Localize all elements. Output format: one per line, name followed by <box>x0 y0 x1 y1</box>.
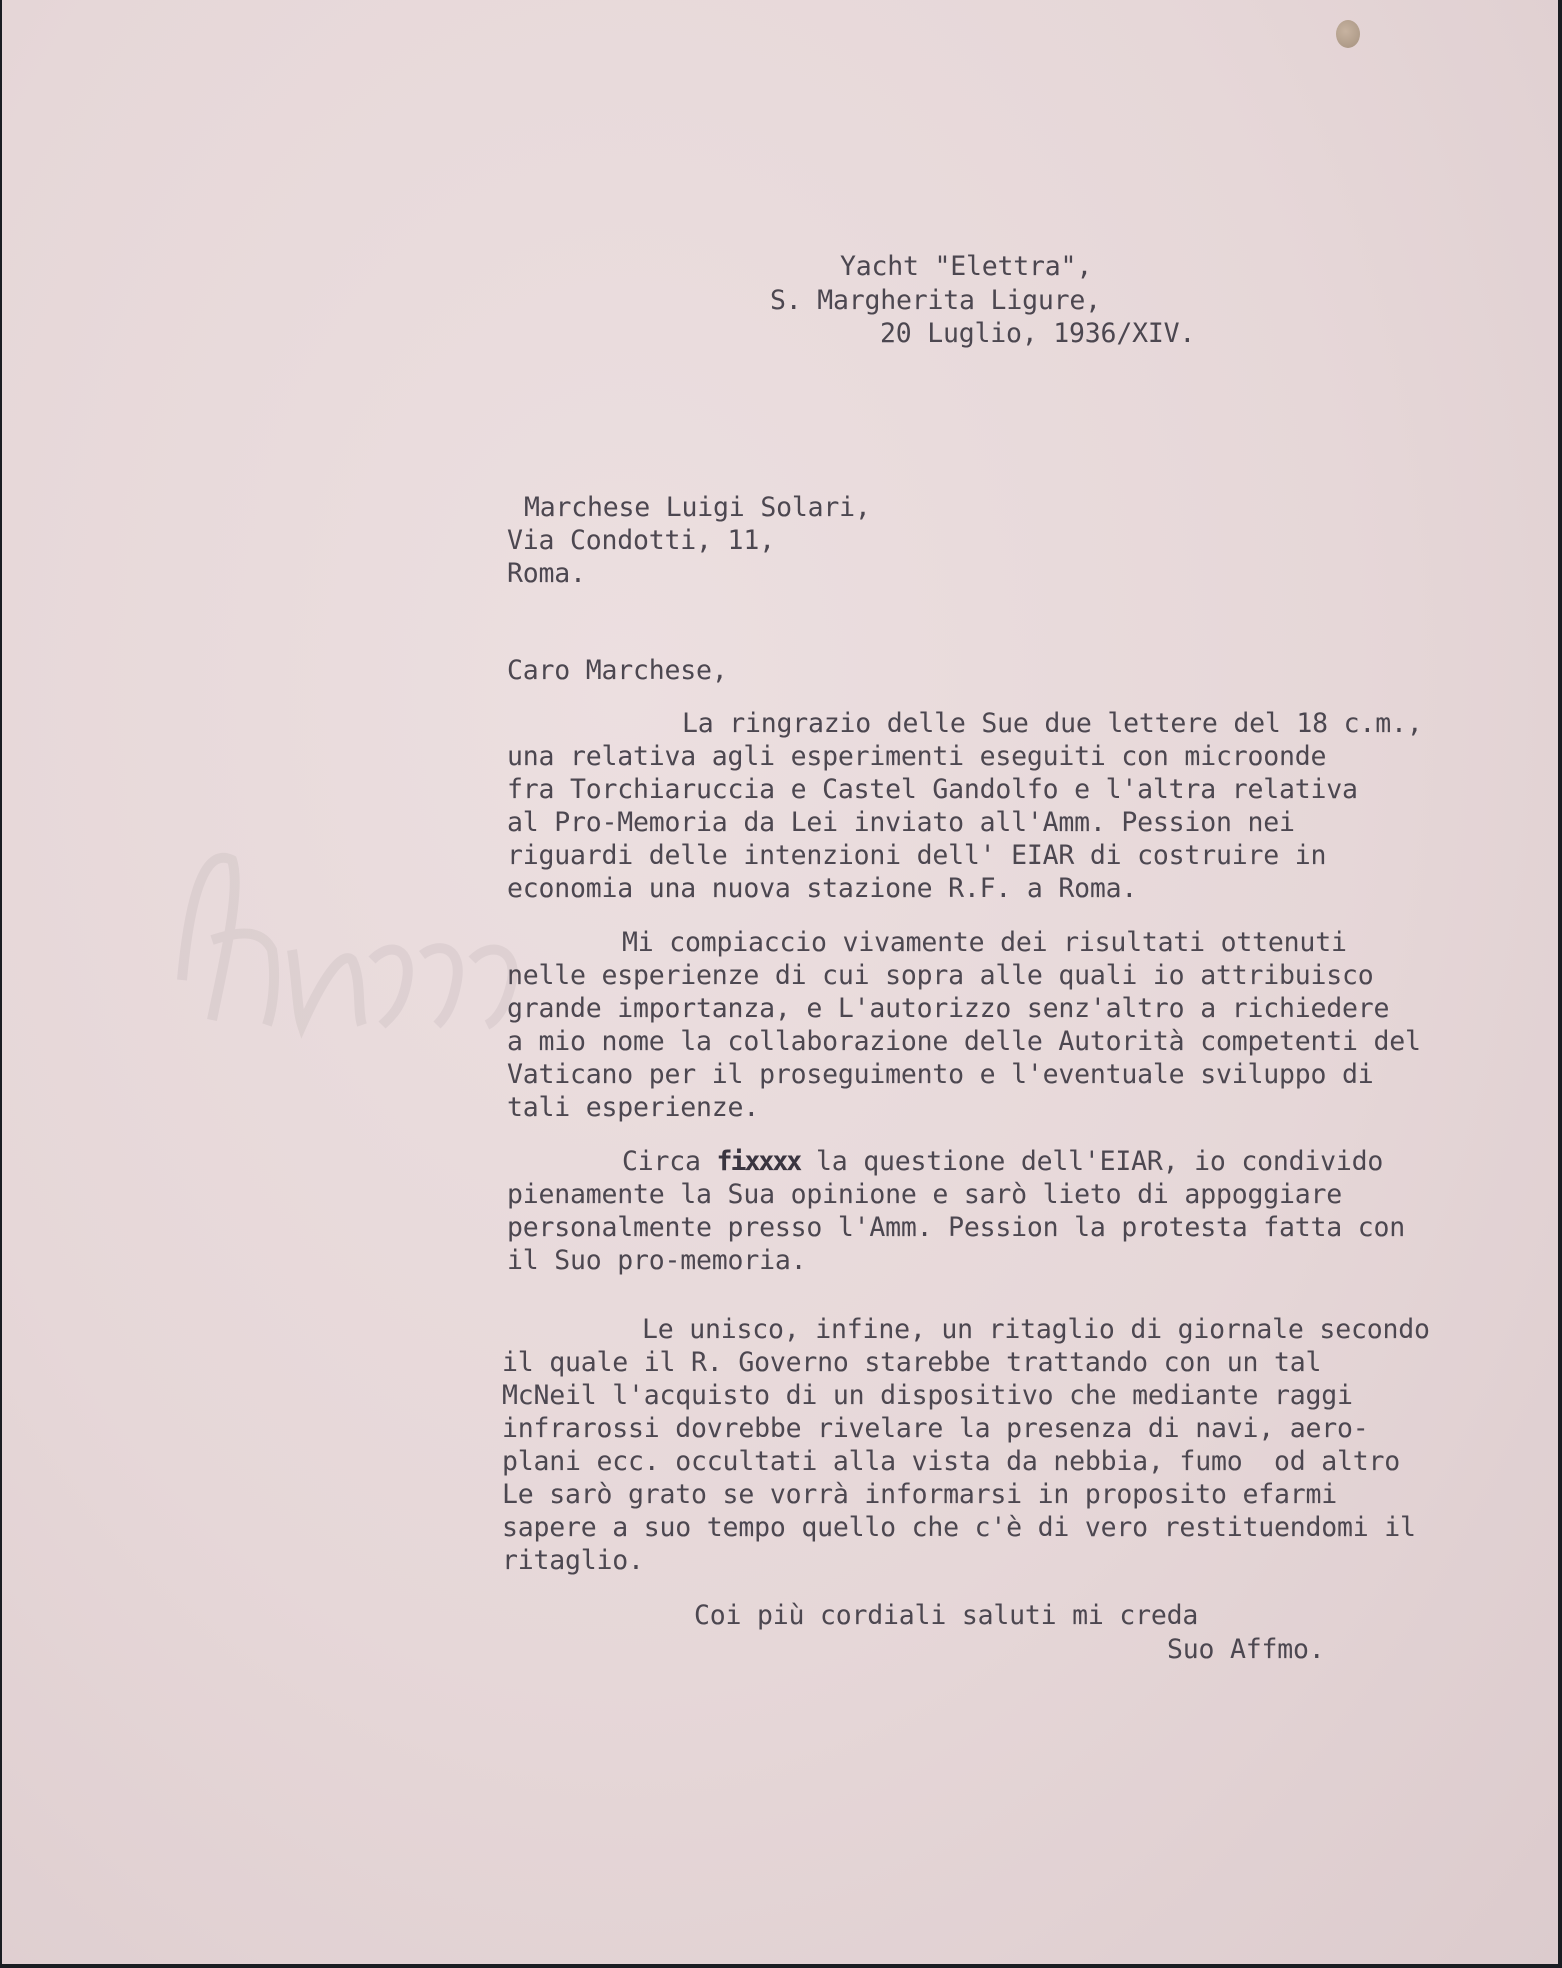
punch-hole <box>1336 20 1360 48</box>
paragraph-4-line: Le unisco, infine, un ritaglio di giornale secondo <box>642 1314 1430 1345</box>
addressee-street: Via Condotti, 11, <box>507 525 775 556</box>
paragraph-1-line: fra Torchiaruccia e Castel Gandolfo e l'altra relativa <box>507 774 1358 805</box>
watermark-signature <box>172 830 532 1040</box>
paragraph-3-first-line <box>622 1146 1383 1178</box>
paragraph-1-line: economia una nuova stazione R.F. a Roma. <box>507 873 1138 904</box>
closing-line: Coi più cordiali saluti mi creda <box>694 1600 1199 1631</box>
salutation: Caro Marchese, <box>507 655 728 686</box>
paragraph-4-line: sapere a suo tempo quello che c'è di vero restituendomi il <box>502 1512 1416 1543</box>
paragraph-4-line: McNeil l'acquisto di un dispositivo che mediante raggi <box>502 1380 1353 1411</box>
paragraph-2-line: a mio nome la collaborazione delle Autorità competenti del <box>507 1026 1421 1057</box>
paragraph-3-line: personalmente presso l'Amm. Pession la protesta fatta con <box>507 1212 1405 1243</box>
paragraph-4-line: ritaglio. <box>502 1545 644 1576</box>
paragraph-4-line: Le sarò grato se vorrà informarsi in proposito efarmi <box>502 1479 1337 1510</box>
paragraph-4-line: il quale il R. Governo starebbe trattando con un tal <box>502 1347 1322 1378</box>
paragraph-4-line: infrarossi dovrebbe rivelare la presenza di navi, aero- <box>502 1413 1369 1444</box>
paragraph-3-line: pienamente la Sua opinione e sarò lieto di appoggiare <box>507 1179 1342 1210</box>
paragraph-1-line: al Pro-Memoria da Lei inviato all'Amm. Pession nei <box>507 807 1295 838</box>
paragraph-3-end: la questione dell'EIAR, io condivido <box>800 1146 1384 1177</box>
addressee-city: Roma. <box>507 558 586 589</box>
struck-word: fixxxx <box>716 1146 801 1177</box>
paragraph-4-line: plani ecc. occultati alla vista da nebbia, fumo od altro <box>502 1446 1400 1477</box>
paragraph-2-line: Vaticano per il proseguimento e l'eventuale sviluppo di <box>507 1059 1374 1090</box>
closing-signoff: Suo Affmo. <box>1167 1634 1325 1665</box>
paragraph-1-line: La ringrazio delle Sue due lettere del 18 c.m., <box>682 708 1423 739</box>
letter-page <box>2 0 1558 1964</box>
paragraph-2-line: tali esperienze. <box>507 1092 760 1123</box>
paragraph-2-line: nelle esperienze di cui sopra alle quali io attribuisco <box>507 960 1374 991</box>
heading-place: S. Margherita Ligure, <box>770 285 1101 316</box>
paragraph-2-line: Mi compiaccio vivamente dei risultati ottenuti <box>622 927 1347 958</box>
paragraph-1-line: riguardi delle intenzioni dell' EIAR di costruire in <box>507 840 1327 871</box>
paragraph-1-line: una relativa agli esperimenti eseguiti con microonde <box>507 741 1327 772</box>
addressee-name: Marchese Luigi Solari, <box>524 492 871 523</box>
paragraph-3-start: Circa <box>622 1146 717 1177</box>
paragraph-2-line: grande importanza, e L'autorizzo senz'altro a richiedere <box>507 993 1390 1024</box>
paragraph-3-line: il Suo pro-memoria. <box>507 1245 807 1276</box>
heading-vessel: Yacht "Elettra", <box>840 251 1093 282</box>
heading-date: 20 Luglio, 1936/XIV. <box>880 318 1196 349</box>
